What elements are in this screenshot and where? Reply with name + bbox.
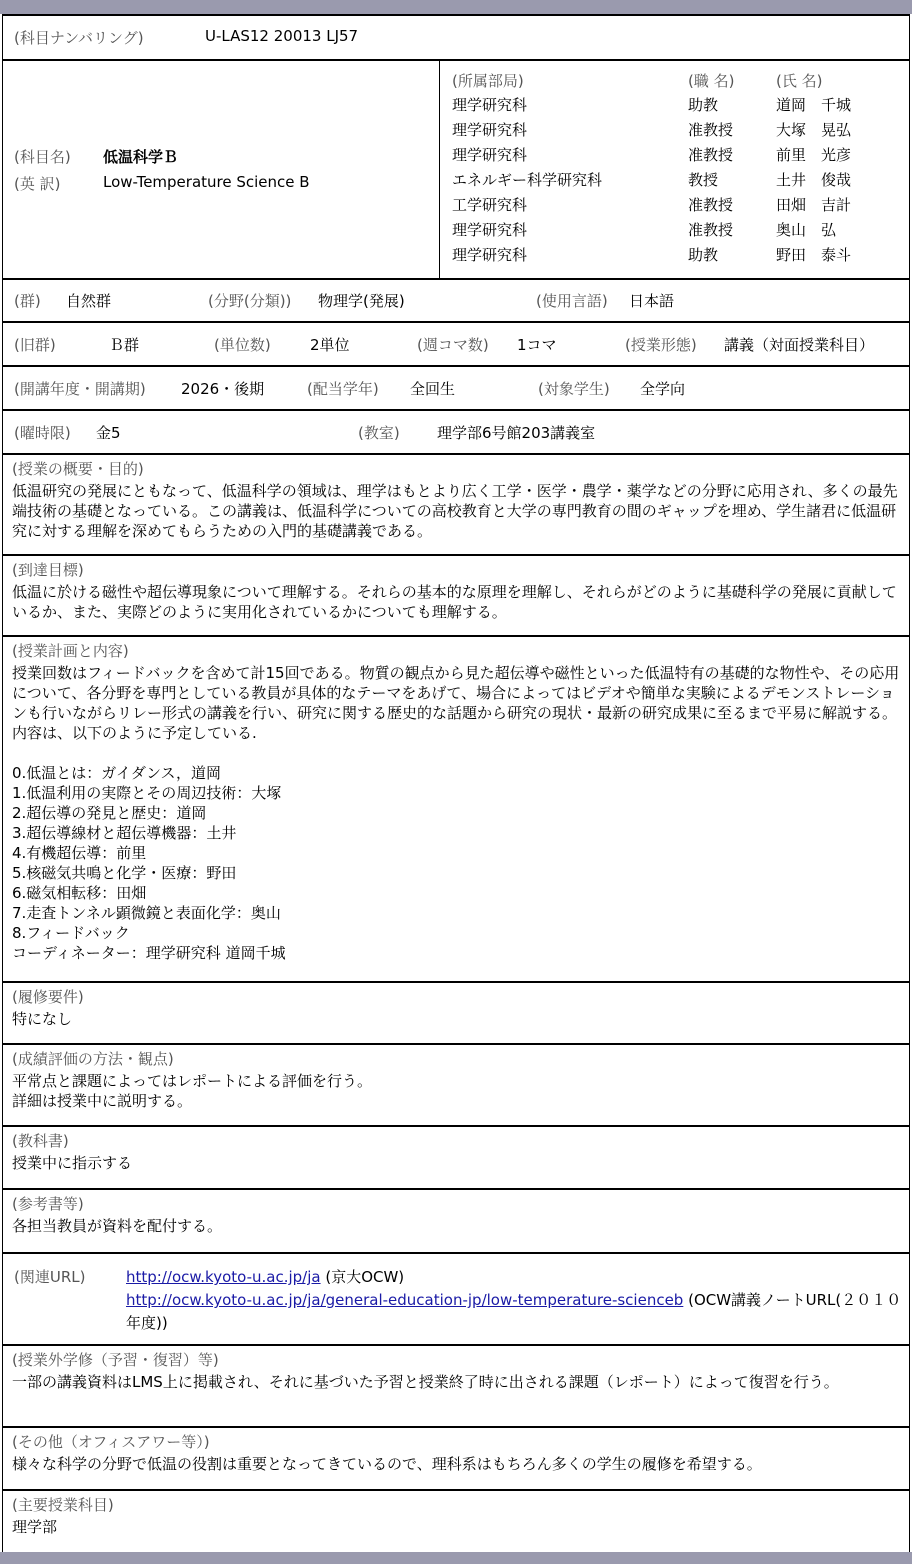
major-title: (主要授業科目) bbox=[12, 1496, 114, 1514]
selfstudy-body: 一部の講義資料はLMS上に掲載され、それに基づいた予習と授業終了時に出される課題（レポート）によって復習を行う。 bbox=[12, 1373, 839, 1391]
room-value: 理学部6号館203講義室 bbox=[437, 424, 596, 442]
instructor-dept: 理学研究科 bbox=[452, 246, 528, 264]
course-en: Low-Temperature Science B bbox=[103, 173, 310, 191]
lecture-notes-note: (OCW講義ノートURL(２０１０年度)) bbox=[126, 1291, 902, 1332]
url-item-1 bbox=[126, 1266, 902, 1289]
group-label: (群) bbox=[14, 292, 41, 310]
instructor-name: 野田 泰斗 bbox=[776, 246, 852, 264]
other-title: (その他（オフィスアワー等）) bbox=[12, 1433, 210, 1451]
divider bbox=[439, 60, 440, 279]
goal-section bbox=[2, 554, 910, 635]
name-header: (氏 名) bbox=[776, 72, 823, 90]
instructor-dept: 理学研究科 bbox=[452, 146, 528, 164]
instructor-dept: 理学研究科 bbox=[452, 121, 528, 139]
prereq-section bbox=[2, 981, 910, 1043]
plan-section bbox=[2, 635, 910, 981]
instructor-name: 土井 俊哉 bbox=[776, 171, 852, 189]
instructor-row bbox=[452, 117, 902, 142]
form-label: (授業形態) bbox=[625, 336, 697, 354]
goal-title: (到達目標) bbox=[12, 561, 84, 579]
instructor-name: 道岡 千城 bbox=[776, 96, 852, 114]
grading-body: 平常点と課題によってはレポートによる評価を行う。 詳細は授業中に説明する。 bbox=[12, 1072, 373, 1110]
course-name-label: (科目名) bbox=[14, 148, 71, 166]
instructor-dept: エネルギー科学研究科 bbox=[452, 171, 603, 189]
other-body: 様々な科学の分野で低温の役割は重要となってきているので、理科系はもちろん多くの学生の履修を希望する。 bbox=[12, 1455, 762, 1473]
prereq-title: (履修要件) bbox=[12, 988, 84, 1006]
url-label: (関連URL) bbox=[14, 1268, 86, 1286]
instructor-dept: 理学研究科 bbox=[452, 221, 528, 239]
prereq-body: 特になし bbox=[12, 1010, 73, 1028]
old-group-row bbox=[2, 321, 910, 365]
numbering-label: (科目ナンバリング) bbox=[14, 29, 144, 47]
bottom-bar bbox=[0, 1552, 912, 1564]
group-value: 自然群 bbox=[66, 292, 112, 310]
time-row bbox=[2, 409, 910, 453]
time-value: 金5 bbox=[96, 424, 121, 442]
field-value: 物理学(発展) bbox=[318, 292, 405, 310]
textbook-body: 授業中に指示する bbox=[12, 1154, 133, 1172]
reference-section bbox=[2, 1188, 910, 1252]
instructor-title: 准教授 bbox=[688, 146, 734, 164]
room-label: (教室) bbox=[358, 424, 400, 442]
instructor-row bbox=[452, 242, 902, 267]
lecture-notes-link[interactable]: http://ocw.kyoto-u.ac.jp/ja/general-education-jp/low-temperature-scienceb bbox=[126, 1291, 684, 1309]
instructor-title: 助教 bbox=[688, 96, 719, 114]
major-section bbox=[2, 1489, 910, 1552]
course-name: 低温科学Ｂ bbox=[103, 148, 179, 166]
koma-label: (週コマ数) bbox=[417, 336, 489, 354]
year-row bbox=[2, 365, 910, 409]
form-value: 講義（対面授業科目） bbox=[724, 336, 875, 354]
instructor-header bbox=[452, 67, 902, 92]
credit-value: 2単位 bbox=[310, 336, 350, 354]
textbook-title: (教科書) bbox=[12, 1132, 69, 1150]
instructor-title: 准教授 bbox=[688, 221, 734, 239]
instructor-title: 准教授 bbox=[688, 196, 734, 214]
year-value: 2026・後期 bbox=[181, 380, 265, 398]
numbering-value: U-LAS12 20013 LJ57 bbox=[205, 27, 359, 45]
overview-title: (授業の概要・目的) bbox=[12, 460, 144, 478]
numbering-row bbox=[2, 14, 910, 59]
reference-title: (参考書等) bbox=[12, 1195, 84, 1213]
ocw-note: (京大OCW) bbox=[320, 1268, 405, 1286]
overview-body: 低温研究の発展にともなって、低温科学の領域は、理学はもとより広く工学・医学・農学・薬学などの分野に応用され、多くの最先端技術の基礎となっている。この講義は、低温科学についての高校教育と大学の専門教育の間のギャップを埋め、学生諸君に低温研究に対する理解を深めてもらうための入門的基礎講義である。 bbox=[12, 482, 898, 540]
instructor-row bbox=[452, 217, 902, 242]
dept-header: (所属部局) bbox=[452, 72, 524, 90]
overview-section bbox=[2, 453, 910, 554]
grade-value: 全回生 bbox=[410, 380, 456, 398]
instructor-name: 前里 光彦 bbox=[776, 146, 852, 164]
instructor-name: 大塚 晃弘 bbox=[776, 121, 852, 139]
target-label: (対象学生) bbox=[538, 380, 610, 398]
time-label: (曜時限) bbox=[14, 424, 71, 442]
field-label: (分野(分類)) bbox=[208, 292, 292, 310]
instructor-table bbox=[452, 67, 902, 277]
old-group-label: (旧群) bbox=[14, 336, 56, 354]
instructor-title: 助教 bbox=[688, 246, 719, 264]
credit-label: (単位数) bbox=[214, 336, 271, 354]
reference-body: 各担当教員が資料を配付する。 bbox=[12, 1217, 223, 1235]
old-group-value: Ｂ群 bbox=[109, 336, 140, 354]
target-value: 全学向 bbox=[640, 380, 686, 398]
textbook-section bbox=[2, 1125, 910, 1188]
url-section bbox=[2, 1252, 910, 1344]
plan-body: 授業回数はフィードバックを含めて計15回である。物質の観点から見た超伝導や磁性といった低温特有の基礎的な物性や、その応用について、各分野を専門としている教員が具体的なテーマをあげて、場合によってはビデオや簡単な実験によるデモンストレーションも行いながらリレー形式の講義を行い、研究に関する歴史的な話題から研究の現状・最新の研究成果に至るまで平易に解説する。内容は、以下のように予定している. 0.低温とは：ガイダンス，道岡 1.低温利用の実際とその周辺技術：大塚 2.超伝導の発見と歴史：道岡 3.超伝導線材と超伝導機器：土井 4.有機超伝導：前里 5.核磁気共鳴と化学・医療：野田 6.磁気相転移：田畑 7.走査トンネル顕微鏡と表面化学：奥山 8.フィードバック コーディネーター：理学研究科 道岡千城 bbox=[12, 664, 900, 962]
instructor-dept: 工学研究科 bbox=[452, 196, 528, 214]
course-en-label: (英 訳) bbox=[14, 175, 61, 193]
grading-title: (成績評価の方法・観点) bbox=[12, 1050, 174, 1068]
instructor-name: 奥山 弘 bbox=[776, 221, 837, 239]
ocw-link[interactable]: http://ocw.kyoto-u.ac.jp/ja bbox=[126, 1268, 321, 1286]
selfstudy-section bbox=[2, 1344, 910, 1426]
plan-title: (授業計画と内容) bbox=[12, 642, 129, 660]
grade-label: (配当学年) bbox=[307, 380, 379, 398]
instructor-title: 教授 bbox=[688, 171, 719, 189]
year-label: (開講年度・開講期) bbox=[14, 380, 146, 398]
title-header: (職 名) bbox=[688, 72, 735, 90]
instructor-name: 田畑 吉計 bbox=[776, 196, 852, 214]
course-row bbox=[2, 59, 910, 278]
url-list bbox=[126, 1266, 902, 1335]
other-section bbox=[2, 1426, 910, 1489]
koma-value: 1コマ bbox=[517, 336, 557, 354]
major-body: 理学部 bbox=[12, 1518, 58, 1536]
instructor-row bbox=[452, 192, 902, 217]
instructor-row bbox=[452, 92, 902, 117]
lang-label: (使用言語) bbox=[536, 292, 608, 310]
goal-body: 低温に於ける磁性や超伝導現象について理解する。それらの基本的な原理を理解し、それらがどのように基礎科学の発展に貢献しているか、また、実際どのように実用化されているかについても理解する。 bbox=[12, 583, 897, 621]
instructor-title: 准教授 bbox=[688, 121, 734, 139]
top-bar bbox=[0, 0, 912, 14]
grading-section bbox=[2, 1043, 910, 1125]
selfstudy-title: (授業外学修（予習・復習）等) bbox=[12, 1351, 219, 1369]
instructor-dept: 理学研究科 bbox=[452, 96, 528, 114]
instructor-row bbox=[452, 142, 902, 167]
lang-value: 日本語 bbox=[629, 292, 675, 310]
group-row bbox=[2, 278, 910, 321]
url-item-2 bbox=[126, 1289, 902, 1335]
instructor-row bbox=[452, 167, 902, 192]
